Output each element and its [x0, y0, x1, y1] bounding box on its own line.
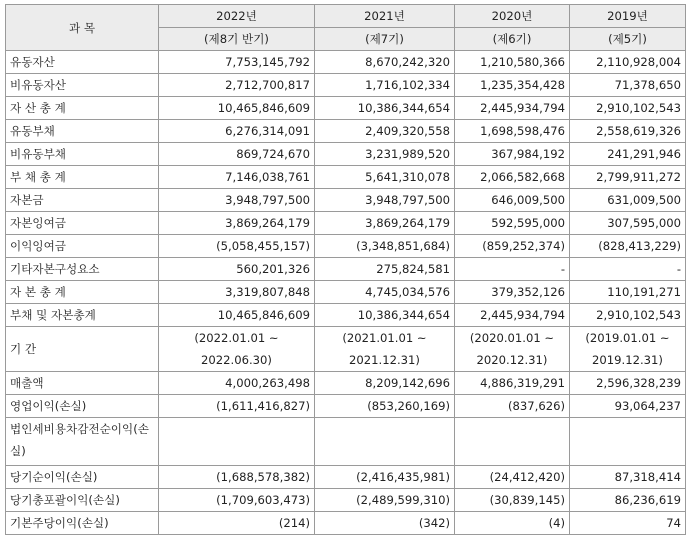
value-cell: 10,465,846,609 [159, 304, 315, 327]
income-statement-row [6, 466, 686, 489]
value-cell: 8,209,142,696 [315, 372, 455, 395]
row-label: 유동부채 [6, 120, 159, 143]
row-label: 이익잉여금 [6, 235, 159, 258]
row-label: 비유동자산 [6, 74, 159, 97]
row-label: 비유동부채 [6, 143, 159, 166]
value-cell: 2,712,700,817 [159, 74, 315, 97]
row-label: 자 본 총 계 [6, 281, 159, 304]
value-cell: 1,716,102,334 [315, 74, 455, 97]
value-cell: 869,724,670 [159, 143, 315, 166]
value-cell: 2,910,102,543 [570, 304, 686, 327]
value-cell: 71,378,650 [570, 74, 686, 97]
row-label: 기본주당이익(손실) [6, 512, 159, 535]
value-cell: 2,445,934,794 [455, 97, 570, 120]
period-cell: (2020.01.01 ~ 2020.12.31) [455, 327, 570, 372]
value-cell: - [455, 258, 570, 281]
balance-sheet-row [6, 258, 686, 281]
income-statement-row [6, 512, 686, 535]
value-cell: 10,386,344,654 [315, 97, 455, 120]
value-cell [315, 418, 455, 466]
period-cell: (2022.01.01 ~ 2022.06.30) [159, 327, 315, 372]
balance-sheet-row [6, 51, 686, 74]
subject-header: 과 목 [6, 5, 159, 51]
period-cell: (2019.01.01 ~ 2019.12.31) [570, 327, 686, 372]
value-cell: 1,210,580,366 [455, 51, 570, 74]
value-cell: 3,869,264,179 [315, 212, 455, 235]
fiscal-period-header: (제5기) [570, 28, 686, 51]
value-cell: 1,235,354,428 [455, 74, 570, 97]
income-statement-row [6, 489, 686, 512]
value-cell: 93,064,237 [570, 395, 686, 418]
value-cell [570, 418, 686, 466]
row-label: 자 산 총 계 [6, 97, 159, 120]
financial-summary-table [5, 4, 686, 535]
value-cell: - [570, 258, 686, 281]
balance-sheet-row [6, 166, 686, 189]
row-label: 법인세비용차감전순이익(손실) [6, 418, 159, 466]
period-cell: (2021.01.01 ~ 2021.12.31) [315, 327, 455, 372]
value-cell: 7,146,038,761 [159, 166, 315, 189]
header-row-years [6, 5, 686, 28]
value-cell [159, 418, 315, 466]
value-cell: (853,260,169) [315, 395, 455, 418]
value-cell: (837,626) [455, 395, 570, 418]
value-cell: 275,824,581 [315, 258, 455, 281]
value-cell: (1,688,578,382) [159, 466, 315, 489]
row-label: 기타자본구성요소 [6, 258, 159, 281]
row-label: 자본잉여금 [6, 212, 159, 235]
row-label: 부 채 총 계 [6, 166, 159, 189]
value-cell: 2,558,619,326 [570, 120, 686, 143]
value-cell: 86,236,619 [570, 489, 686, 512]
balance-sheet-row [6, 304, 686, 327]
period-row [6, 327, 686, 372]
row-label: 자본금 [6, 189, 159, 212]
value-cell: 2,596,328,239 [570, 372, 686, 395]
value-cell: (2,489,599,310) [315, 489, 455, 512]
balance-sheet-row [6, 97, 686, 120]
value-cell: (2,416,435,981) [315, 466, 455, 489]
balance-sheet-row [6, 120, 686, 143]
value-cell: 2,110,928,004 [570, 51, 686, 74]
value-cell: 2,445,934,794 [455, 304, 570, 327]
value-cell: 3,319,807,848 [159, 281, 315, 304]
row-label: 매출액 [6, 372, 159, 395]
value-cell: 4,000,263,498 [159, 372, 315, 395]
value-cell: 3,948,797,500 [315, 189, 455, 212]
value-cell: (1,709,603,473) [159, 489, 315, 512]
value-cell: 110,191,271 [570, 281, 686, 304]
value-cell: 367,984,192 [455, 143, 570, 166]
income-statement-row [6, 395, 686, 418]
value-cell: (4) [455, 512, 570, 535]
value-cell: (5,058,455,157) [159, 235, 315, 258]
value-cell: (342) [315, 512, 455, 535]
balance-sheet-row [6, 143, 686, 166]
value-cell: 3,948,797,500 [159, 189, 315, 212]
year-header: 2020년 [455, 5, 570, 28]
value-cell: 379,352,126 [455, 281, 570, 304]
income-statement-row [6, 372, 686, 395]
balance-sheet-row [6, 281, 686, 304]
value-cell: 592,595,000 [455, 212, 570, 235]
value-cell: (30,839,145) [455, 489, 570, 512]
value-cell: 307,595,000 [570, 212, 686, 235]
table-body [6, 5, 686, 535]
value-cell: 10,386,344,654 [315, 304, 455, 327]
balance-sheet-row [6, 74, 686, 97]
row-label: 당기순이익(손실) [6, 466, 159, 489]
value-cell: (1,611,416,827) [159, 395, 315, 418]
income-statement-row [6, 418, 686, 466]
value-cell: 4,886,319,291 [455, 372, 570, 395]
value-cell: 74 [570, 512, 686, 535]
balance-sheet-row [6, 189, 686, 212]
value-cell: (24,412,420) [455, 466, 570, 489]
year-header: 2021년 [315, 5, 455, 28]
value-cell: 8,670,242,320 [315, 51, 455, 74]
value-cell: 631,009,500 [570, 189, 686, 212]
value-cell: 2,910,102,543 [570, 97, 686, 120]
row-label: 부채 및 자본총계 [6, 304, 159, 327]
value-cell: 560,201,326 [159, 258, 315, 281]
value-cell: 6,276,314,091 [159, 120, 315, 143]
year-header: 2022년 [159, 5, 315, 28]
value-cell: 2,409,320,558 [315, 120, 455, 143]
value-cell: (3,348,851,684) [315, 235, 455, 258]
value-cell: (214) [159, 512, 315, 535]
value-cell: 2,066,582,668 [455, 166, 570, 189]
value-cell: 241,291,946 [570, 143, 686, 166]
row-label: 당기총포괄이익(손실) [6, 489, 159, 512]
value-cell: 646,009,500 [455, 189, 570, 212]
row-label: 영업이익(손실) [6, 395, 159, 418]
value-cell [455, 418, 570, 466]
fiscal-period-header: (제7기) [315, 28, 455, 51]
value-cell: 3,231,989,520 [315, 143, 455, 166]
value-cell: 5,641,310,078 [315, 166, 455, 189]
value-cell: 10,465,846,609 [159, 97, 315, 120]
value-cell: 3,869,264,179 [159, 212, 315, 235]
value-cell: 7,753,145,792 [159, 51, 315, 74]
fiscal-period-header: (제8기 반기) [159, 28, 315, 51]
row-label: 기 간 [6, 327, 159, 372]
value-cell: 2,799,911,272 [570, 166, 686, 189]
balance-sheet-row [6, 235, 686, 258]
balance-sheet-row [6, 212, 686, 235]
value-cell: (828,413,229) [570, 235, 686, 258]
fiscal-period-header: (제6기) [455, 28, 570, 51]
year-header: 2019년 [570, 5, 686, 28]
value-cell: 87,318,414 [570, 466, 686, 489]
value-cell: 4,745,034,576 [315, 281, 455, 304]
value-cell: 1,698,598,476 [455, 120, 570, 143]
row-label: 유동자산 [6, 51, 159, 74]
value-cell: (859,252,374) [455, 235, 570, 258]
